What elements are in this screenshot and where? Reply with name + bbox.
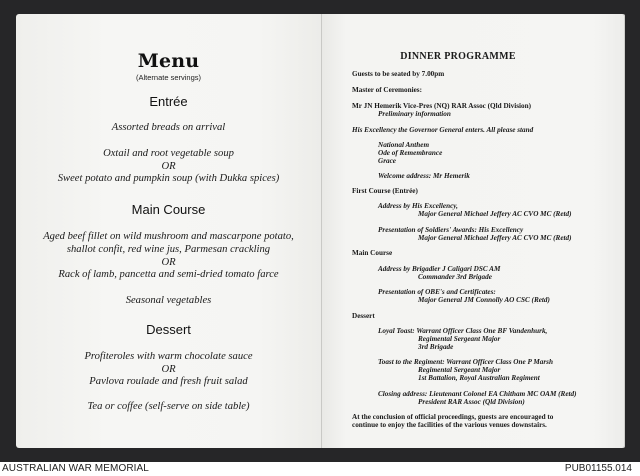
dessert-label: Dessert <box>352 312 375 320</box>
grace: Grace <box>378 157 396 165</box>
dish: Seasonal vegetables <box>125 295 212 306</box>
programme-item-detail: President RAR Assoc (Qld Division) <box>418 398 525 406</box>
accession-number: PUB01155.014 <box>564 463 632 474</box>
conclusion-text: At the conclusion of official proceedings, guests are encouraged to <box>352 413 554 421</box>
mc-label: Master of Ceremonies: <box>352 86 422 94</box>
programme-item-detail: Major General JM Connolly AO CSC (Retd) <box>418 296 550 304</box>
programme-item-detail: Commander 3rd Brigade <box>418 273 492 281</box>
programme-item-detail: Regimental Sergeant Major <box>418 366 501 374</box>
institution-label: AUSTRALIAN WAR MEMORIAL <box>2 463 149 474</box>
programme-item: Address by His Excellency, <box>378 202 458 210</box>
dish: Oxtail and root vegetable soup <box>103 148 234 159</box>
programme-item-detail: Regimental Sergeant Major <box>418 335 501 343</box>
dish: Sweet potato and pumpkin soup (with Dukka spices) <box>57 173 280 184</box>
page-fold <box>321 14 322 448</box>
dish: Pavlova roulade and fresh fruit salad <box>89 376 248 387</box>
or-separator: OR <box>161 161 176 172</box>
dish: Assorted breads on arrival <box>111 122 226 133</box>
programme-item-detail: 3rd Brigade <box>418 343 454 351</box>
first-course-label: First Course (Entrée) <box>352 187 418 195</box>
dish: shallot confit, red wine jus, Parmesan crackling <box>66 244 271 255</box>
mc-note: Preliminary information <box>378 110 451 118</box>
menu-title: Menu <box>137 50 200 72</box>
or-separator: OR <box>161 364 176 375</box>
or-separator: OR <box>161 257 176 268</box>
menu-subtitle: (Alternate servings) <box>135 73 202 82</box>
programme-item: Loyal Toast: Warrant Officer Class One BF Vandenhurk, <box>378 327 548 335</box>
programme-item-detail: Major General Michael Jeffery AC CVO MC (Retd) <box>418 210 572 218</box>
dish: Rack of lamb, pancetta and semi-dried tomato farce <box>58 269 279 280</box>
dish: Tea or coffee (self-serve on side table) <box>87 401 250 412</box>
dish: Aged beef fillet on wild mushroom and mascarpone potato, <box>43 231 294 242</box>
conclusion-text: continue to enjoy the facilities of the various venues downstairs. <box>352 421 547 429</box>
mc-name: Mr JN Hemerik Vice-Pres (NQ) RAR Assoc (Qld Division) <box>352 102 531 110</box>
seated-time: Guests to be seated by 7.00pm <box>352 70 445 78</box>
section-heading-entree: Entrée <box>149 94 188 109</box>
programme-title: DINNER PROGRAMME <box>400 51 516 62</box>
national-anthem: National Anthem <box>378 141 430 149</box>
welcome-address: Welcome address: Mr Hemerik <box>378 172 470 180</box>
programme-item: Toast to the Regiment: Warrant Officer Class One P Marsh <box>378 358 553 366</box>
programme-item: Presentation of OBE's and Certificates: <box>378 288 496 296</box>
programme-item-detail: 1st Battalion, Royal Australian Regiment <box>418 374 540 382</box>
section-heading-dessert: Dessert <box>146 322 191 337</box>
main-course-label: Main Course <box>352 249 393 257</box>
ode-of-remembrance: Ode of Remembrance <box>378 149 443 157</box>
section-heading-main-course: Main Course <box>131 202 206 217</box>
gg-enters: His Excellency the Governor General enters. All please stand <box>352 126 534 134</box>
programme-item-detail: Major General Michael Jeffery AC CVO MC (Retd) <box>418 234 572 242</box>
programme-item: Address by Brigadier J Caligari DSC AM <box>378 265 501 273</box>
programme-item: Presentation of Soldiers' Awards: His Excellency <box>378 226 524 234</box>
programme-item: Closing address: Lieutenant Colonel EA Chitham MC OAM (Retd) <box>378 390 577 398</box>
dish: Profiteroles with warm chocolate sauce <box>84 351 253 362</box>
